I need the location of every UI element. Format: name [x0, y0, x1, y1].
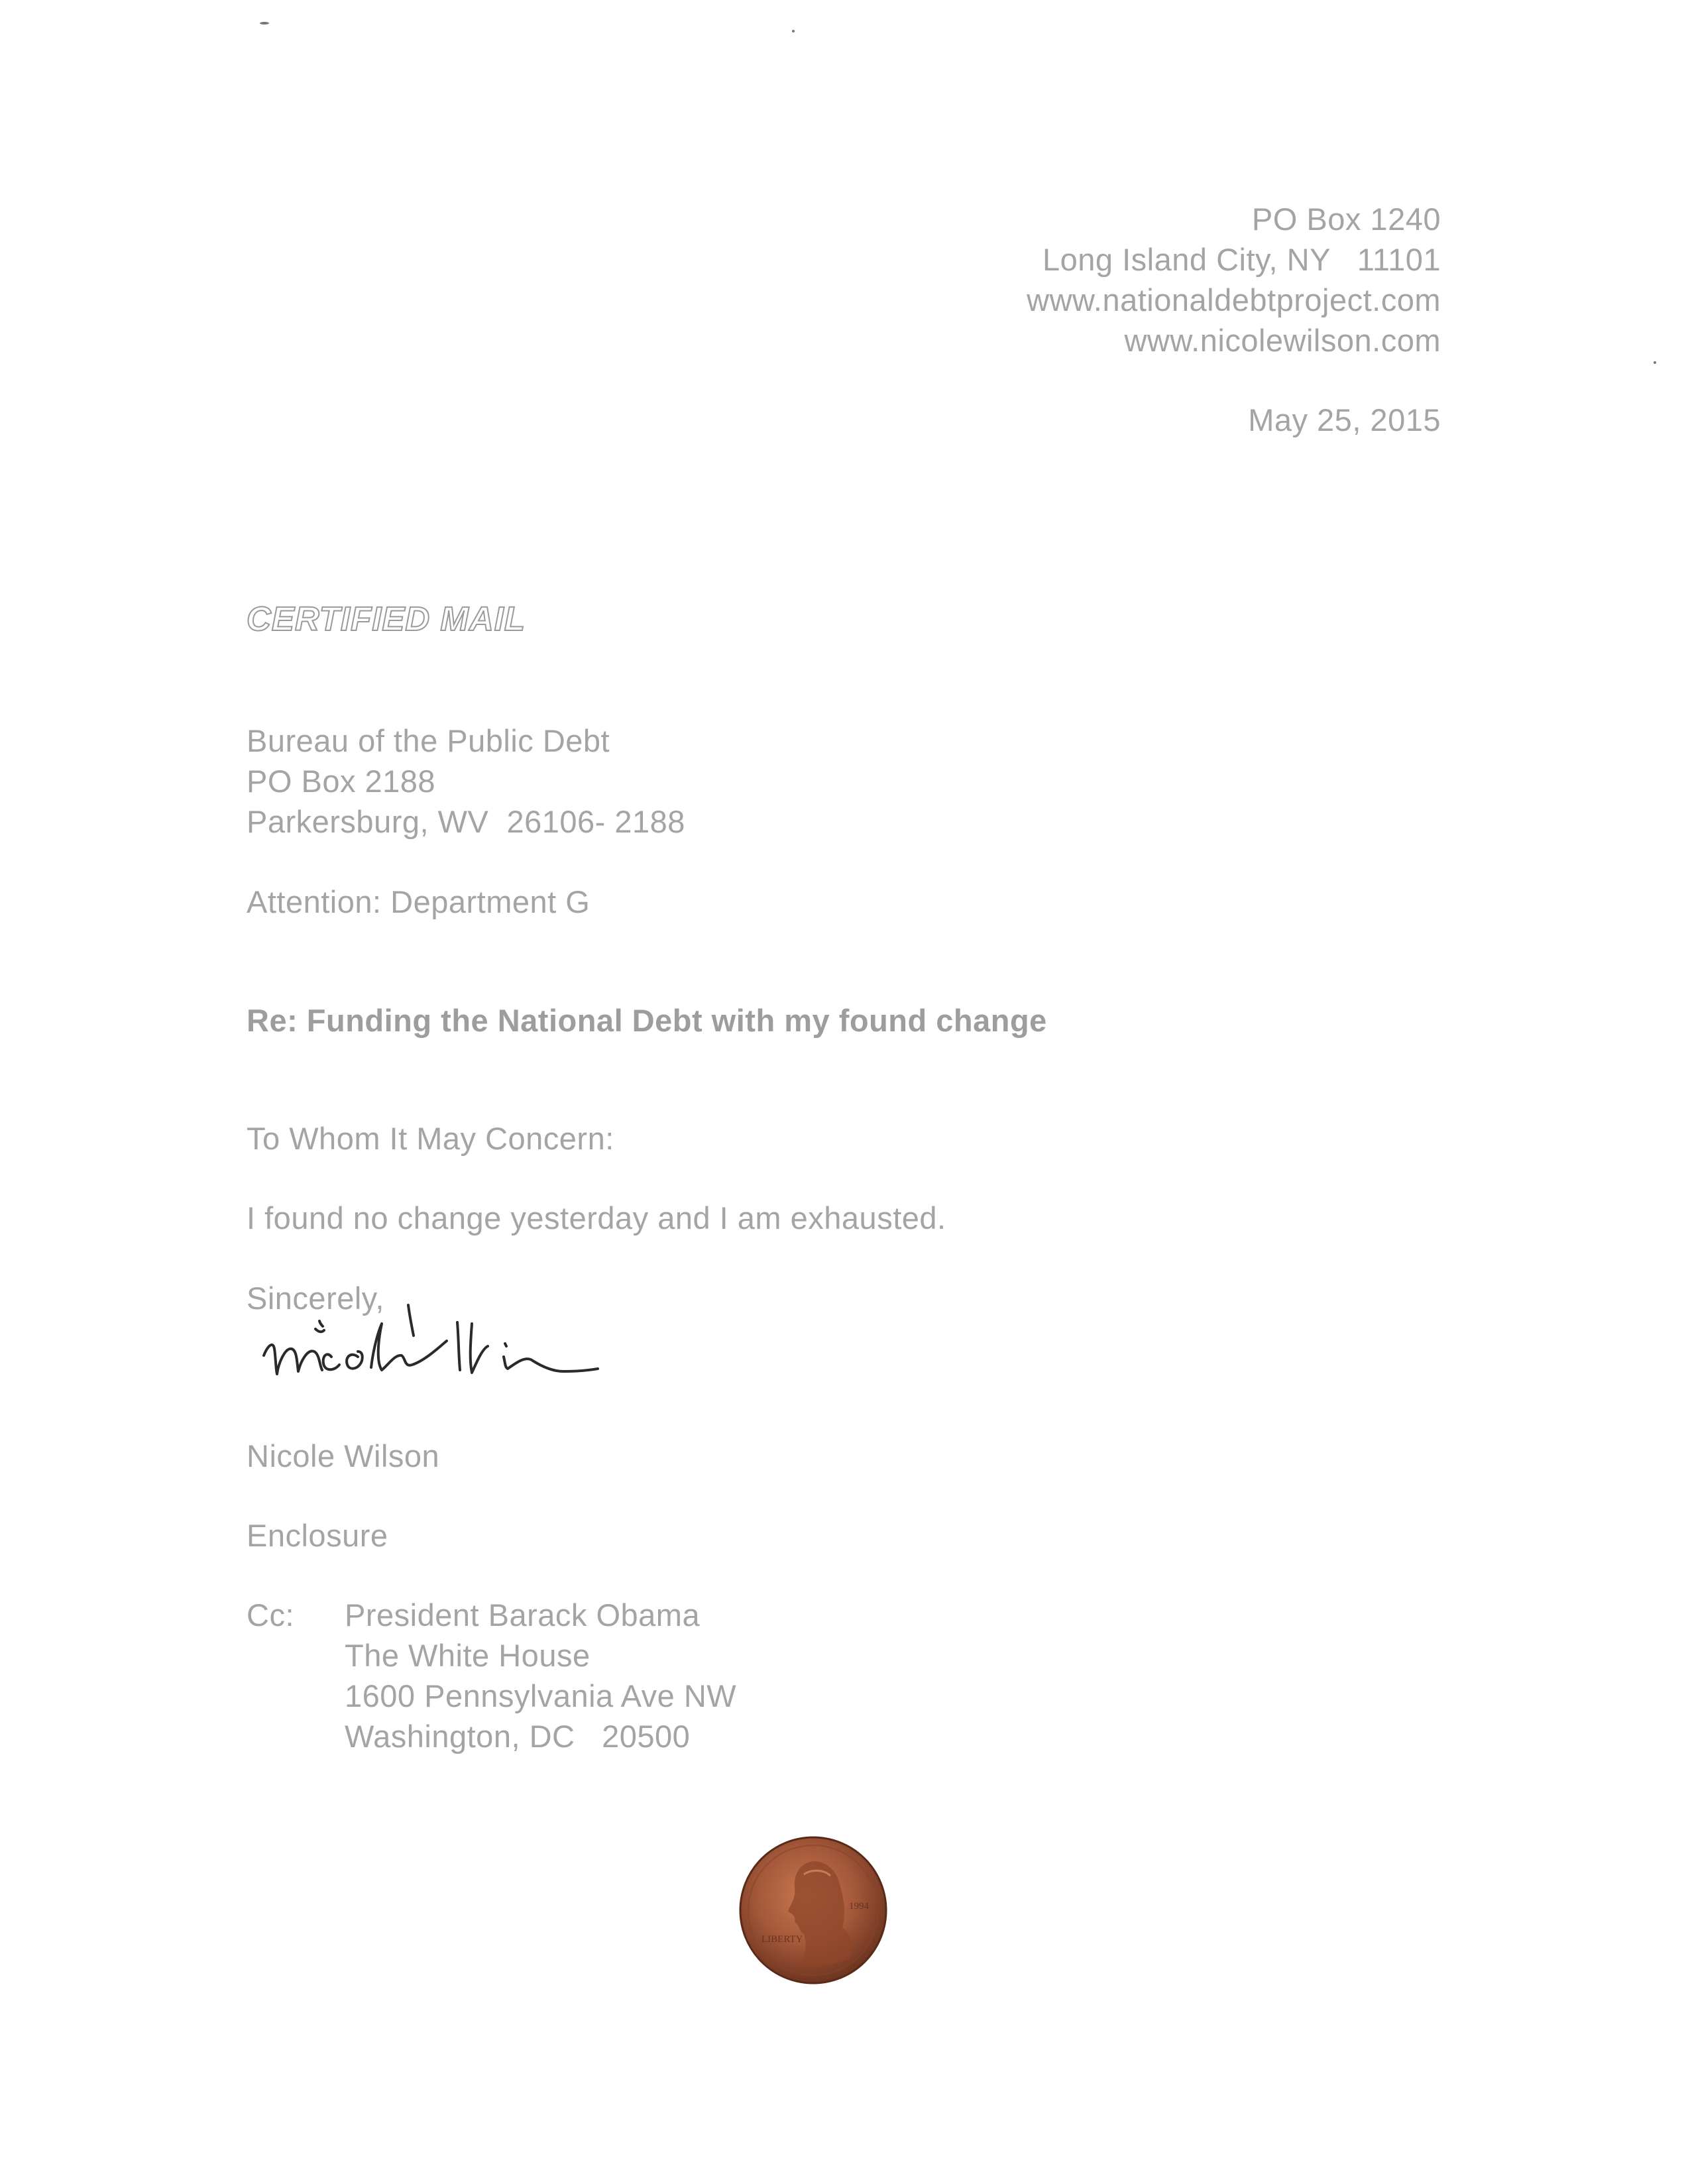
letter-body: I found no change yesterday and I am exhausted.	[247, 1200, 946, 1236]
coin-inscription-year: 1994	[849, 1901, 869, 1912]
recipient-city-line: Parkersburg, WV 26106- 2188	[247, 804, 685, 839]
coin-inscription-liberty: LIBERTY	[761, 1934, 803, 1945]
closing: Sincerely,	[247, 1281, 384, 1316]
cc-label: Cc:	[247, 1597, 294, 1633]
penny-coin-image	[738, 1835, 889, 1986]
scan-speck	[1654, 361, 1656, 364]
attention-line: Attention: Department G	[247, 884, 591, 919]
subject-line: Re: Funding the National Debt with my found change	[247, 1003, 1047, 1038]
certified-mail-heading: CERTIFIED MAIL	[247, 600, 526, 638]
sender-address-line2: Long Island City, NY 11101	[1042, 242, 1441, 277]
cc-line-2: The White House	[345, 1638, 591, 1673]
recipient-po-box: PO Box 2188	[247, 764, 436, 799]
scan-speck	[260, 22, 269, 25]
cc-line-1: President Barack Obama	[345, 1597, 701, 1633]
recipient-name: Bureau of the Public Debt	[247, 723, 610, 758]
salutation: To Whom It May Concern:	[247, 1121, 614, 1156]
sender-address-line1: PO Box 1240	[1251, 201, 1441, 237]
letter-date: May 25, 2015	[1248, 402, 1441, 437]
handwritten-signature	[258, 1283, 656, 1402]
cc-line-3: 1600 Pennsylvania Ave NW	[345, 1678, 737, 1713]
cc-line-4: Washington, DC 20500	[345, 1719, 691, 1754]
signer-name: Nicole Wilson	[247, 1438, 440, 1473]
sender-website-2: www.nicolewilson.com	[1124, 323, 1441, 358]
sender-website-1: www.nationaldebtproject.com	[1027, 282, 1441, 317]
scan-speck	[792, 30, 795, 32]
enclosure-notation: Enclosure	[247, 1518, 388, 1553]
